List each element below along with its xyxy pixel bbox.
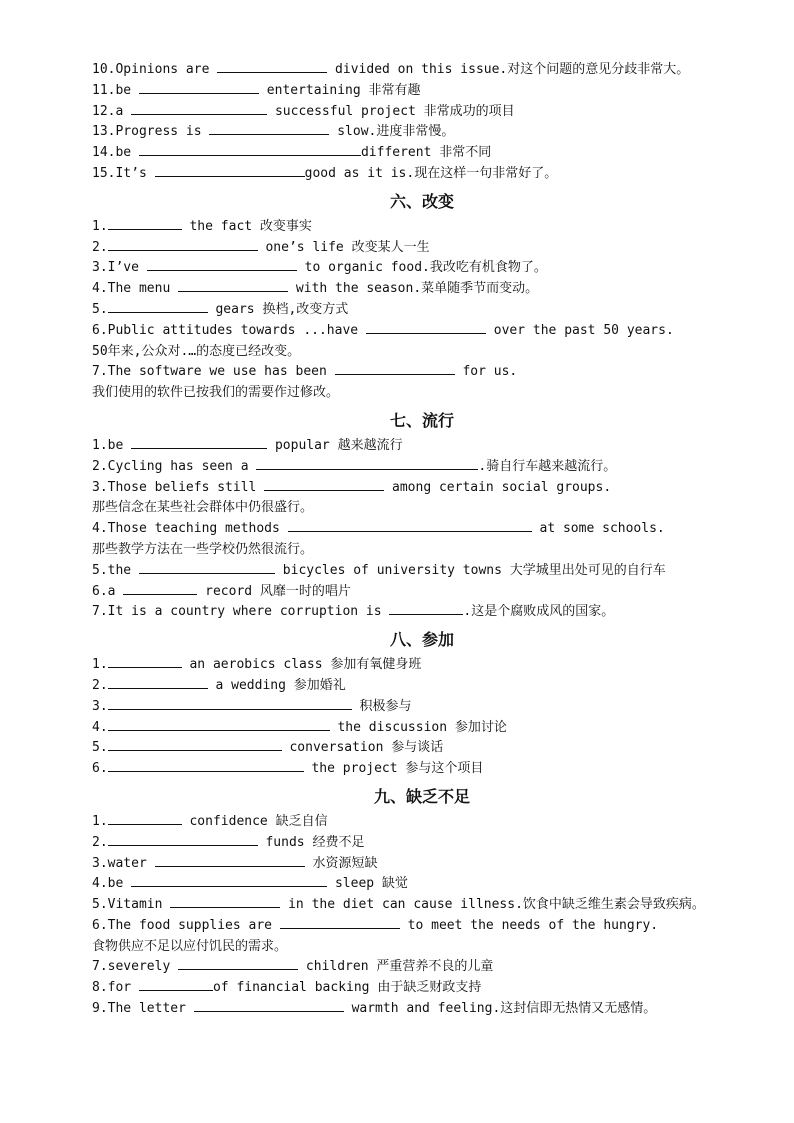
exercise-line: 14.be different 非常不同 xyxy=(92,145,492,161)
exercise-line: 6.a record 风靡一时的唱片 xyxy=(92,583,351,599)
translation-line: 食物供应不足以应付饥民的需求。 xyxy=(92,938,288,954)
fill-blank[interactable] xyxy=(147,258,297,271)
fill-blank[interactable] xyxy=(194,999,344,1012)
exercise-line: 5.Vitamin in the diet can cause illness.饮食中缺乏维生素会导致疾病。 xyxy=(92,897,705,913)
exercise-line: 1. the fact 改变事实 xyxy=(92,218,312,234)
fill-blank[interactable] xyxy=(155,854,305,867)
fill-blank[interactable] xyxy=(256,457,478,470)
exercise-line: 11.be entertaining 非常有趣 xyxy=(92,82,421,98)
fill-blank[interactable] xyxy=(108,238,258,251)
fill-blank[interactable] xyxy=(108,655,182,668)
fill-blank[interactable] xyxy=(288,519,532,532)
fill-blank[interactable] xyxy=(389,602,463,615)
exercise-line: 3.water 水资源短缺 xyxy=(92,855,378,871)
exercise-line: 6.The food supplies are to meet the needs of the hungry. xyxy=(92,917,659,933)
fill-blank[interactable] xyxy=(108,833,258,846)
exercise-line: 3.I’ve to organic food.我改吃有机食物了。 xyxy=(92,260,547,276)
fill-blank[interactable] xyxy=(366,321,486,334)
fill-blank[interactable] xyxy=(178,957,298,970)
fill-blank[interactable] xyxy=(131,436,267,449)
fill-blank[interactable] xyxy=(139,978,213,991)
exercise-line: 10.Opinions are divided on this issue.对这个问题的意见分歧非常大。 xyxy=(92,62,690,77)
exercise-line: 6.Public attitudes towards ...have over the past 50 years. xyxy=(92,322,674,338)
exercise-line: 12.a successful project 非常成功的项目 xyxy=(92,103,515,119)
fill-blank[interactable] xyxy=(108,697,352,710)
fill-blank[interactable] xyxy=(217,60,327,73)
fill-blank[interactable] xyxy=(123,582,197,595)
exercise-line: 15.It’s good as it is.现在这样一句非常好了。 xyxy=(92,165,558,181)
exercise-line: 4.Those teaching methods at some schools. xyxy=(92,521,665,537)
exercise-line: 4.The menu with the season.菜单随季节而变动。 xyxy=(92,281,539,297)
exercise-line: 1. an aerobics class 参加有氧健身班 xyxy=(92,657,422,673)
translation-line: 那些信念在某些社会群体中仍很盛行。 xyxy=(92,500,314,516)
fill-blank[interactable] xyxy=(139,143,361,156)
section-heading-change: 六、改变 xyxy=(389,191,454,211)
fill-blank[interactable] xyxy=(108,738,282,751)
translation-line: 那些教学方法在一些学校仍然很流行。 xyxy=(92,541,314,557)
exercise-line: 1. confidence 缺乏自信 xyxy=(92,813,328,829)
fill-blank[interactable] xyxy=(209,122,329,135)
fill-blank[interactable] xyxy=(264,478,384,491)
exercise-line: 2.Cycling has seen a .骑自行车越来越流行。 xyxy=(92,458,617,474)
exercise-line: 5. conversation 参与谈话 xyxy=(92,740,444,756)
fill-blank[interactable] xyxy=(108,718,330,731)
exercise-line: 5.the bicycles of university towns 大学城里出处可见的自行车 xyxy=(92,562,666,578)
fill-blank[interactable] xyxy=(131,874,327,887)
fill-blank[interactable] xyxy=(155,164,305,177)
exercise-line: 7.severely children 严重营养不良的儿童 xyxy=(92,959,494,975)
fill-blank[interactable] xyxy=(108,759,304,772)
exercise-line: 2. a wedding 参加婚礼 xyxy=(92,677,346,693)
section-heading-popular: 七、流行 xyxy=(389,410,454,430)
fill-blank[interactable] xyxy=(335,362,455,375)
fill-blank[interactable] xyxy=(108,676,208,689)
exercise-line: 8.for of financial backing 由于缺乏财政支持 xyxy=(92,980,482,996)
exercise-line: 4.be sleep 缺觉 xyxy=(92,876,408,892)
exercise-line: 7.It is a country where corruption is .这是个腐败成风的国家。 xyxy=(92,604,615,620)
exercise-line: 4. the discussion 参加讨论 xyxy=(92,719,507,735)
fill-blank[interactable] xyxy=(170,895,280,908)
section-heading-participate: 八、参加 xyxy=(389,630,454,650)
exercise-line: 2. funds 经费不足 xyxy=(92,834,365,850)
section-heading-lack: 九、缺乏不足 xyxy=(373,786,470,806)
fill-blank[interactable] xyxy=(139,81,259,94)
fill-blank[interactable] xyxy=(178,279,288,292)
fill-blank[interactable] xyxy=(131,102,267,115)
exercise-line: 1.be popular 越来越流行 xyxy=(92,437,403,453)
exercise-line: 5. gears 换档,改变方式 xyxy=(92,301,349,317)
fill-blank[interactable] xyxy=(108,300,208,313)
translation-line: 我们使用的软件已按我们的需要作过修改。 xyxy=(92,385,340,401)
fill-blank[interactable] xyxy=(280,916,400,929)
exercise-line: 2. one’s life 改变某人一生 xyxy=(92,239,430,255)
fill-blank[interactable] xyxy=(139,561,275,574)
worksheet-page xyxy=(92,60,752,1020)
exercise-line: 13.Progress is slow.进度非常慢。 xyxy=(92,124,455,140)
exercise-line: 3. 积极参与 xyxy=(92,698,412,714)
fill-blank[interactable] xyxy=(108,217,182,230)
exercise-line: 9.The letter warmth and feeling.这封信即无热情又无感情。 xyxy=(92,1001,657,1017)
exercise-line: 6. the project 参与这个项目 xyxy=(92,761,484,777)
fill-blank[interactable] xyxy=(108,812,182,825)
exercise-line: 3.Those beliefs still among certain social groups. xyxy=(92,479,612,495)
translation-line: 50年来,公众对.…的态度已经改变。 xyxy=(92,343,301,359)
exercise-line: 7.The software we use has been for us. xyxy=(92,364,518,380)
